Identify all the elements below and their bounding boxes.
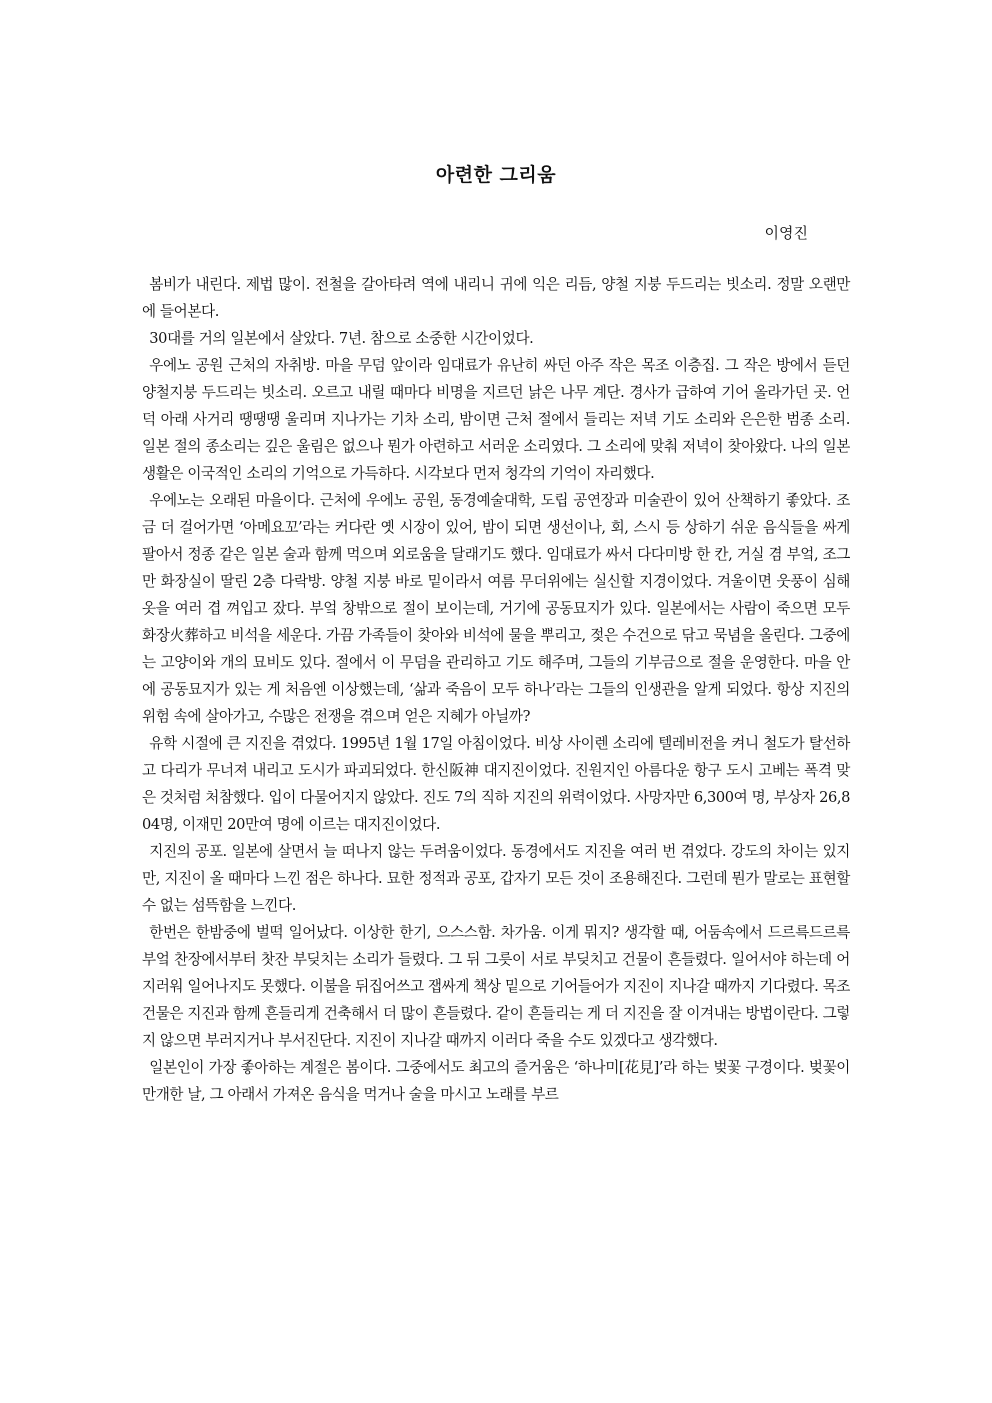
paragraph: 30대를 거의 일본에서 살았다. 7년. 참으로 소중한 시간이었다.: [149, 330, 534, 347]
document-author: 이영진: [764, 224, 808, 242]
paragraph: 우에노는 오래된 마을이다. 근처에 우에노 공원, 동경예술대학, 도립 공연장과 미술관이 있어 산책하기 좋았다. 조금 더 걸어가면 ‘아메요꼬’라는 커다란 옛 시장이 있어, 밤이 되면 생선이나, 회, 스시 등 상하기 쉬운 음식들을 싸게 팔아서 정종 같은 일본 술과 함께 먹으며 외로움을 달래기도 했다. 임대료가 싸서 다다미방 한 칸, 거실 겸 부엌, 조그만 화장실이 딸린 2층 다락방. 양철 지붕 바로 밑이라서 여름 무더위에는 실신할 지경이었다. 겨울이면 웃풍이 심해 옷을 여러 겹 껴입고 잤다. 부엌 창밖으로 절이 보이는데, 거기에 공동묘지가 있다. 일본에서는 사람이 죽으면 모두 화장火葬하고 비석을 세운다. 가끔 가족들이 찾아와 비석에 물을 뿌리고, 젖은 수건으로 닦고 묵념을 올린다. 그중에는 고양이와 개의 묘비도 있다. 절에서 이 무덤을 관리하고 기도 해주며, 그들의 기부금으로 절을 운영한다. 마을 안에 공동묘지가 있는 게 처음엔 이상했는데, ‘삶과 죽음이 모두 하나’라는 그들의 인생관을 알게 되었다. 항상 지진의 위험 속에 살아가고, 수많은 전쟁을 겪으며 얻은 지혜가 아닐까?: [142, 492, 850, 725]
paragraph: 봄비가 내린다. 제법 많이. 전철을 갈아타려 역에 내리니 귀에 익은 리듬, 양철 지붕 두드리는 빗소리. 정말 오랜만에 들어본다.: [142, 276, 850, 320]
paragraph: 지진의 공포. 일본에 살면서 늘 떠나지 않는 두려움이었다. 동경에서도 지진을 여러 번 겪었다. 강도의 차이는 있지만, 지진이 올 때마다 느낀 점은 하나다. 묘한 정적과 공포, 갑자기 모든 것이 조용해진다. 그런데 뭔가 말로는 표현할 수 없는 섬뜩함을 느낀다.: [142, 843, 850, 914]
document-body: [142, 271, 850, 1108]
paragraph: 일본인이 가장 좋아하는 계절은 봄이다. 그중에서도 최고의 즐거움은 ‘하나미[花見]’라 하는 벚꽃 구경이다. 벚꽃이 만개한 날, 그 아래서 가져온 음식을 먹거나 술을 마시고 노래를 부르: [142, 1059, 850, 1103]
paragraph: 유학 시절에 큰 지진을 겪었다. 1995년 1월 17일 아침이었다. 비상 사이렌 소리에 텔레비전을 켜니 철도가 탈선하고 다리가 무너져 내리고 도시가 파괴되었다. 한신阪神 대지진이었다. 진원지인 아름다운 항구 도시 고베는 폭격 맞은 것처럼 처참했다. 입이 다물어지지 않았다. 진도 7의 직하 지진의 위력이었다. 사망자만 6,300여 명, 부상자 26,804명, 이재민 20만여 명에 이르는 대지진이었다.: [142, 735, 851, 833]
paragraph: 한번은 한밤중에 벌떡 일어났다. 이상한 한기, 으스스함. 차가움. 이게 뭐지? 생각할 때, 어둠속에서 드르륵드르륵 부엌 찬장에서부터 찻잔 부딪치는 소리가 들렸다. 그 뒤 그릇이 서로 부딪치고 건물이 흔들렸다. 일어서야 하는데 어지러워 일어나지도 못했다. 이불을 뒤집어쓰고 잽싸게 책상 밑으로 기어들어가 지진이 지나갈 때까지 기다렸다. 목조 건물은 지진과 함께 흔들리게 건축해서 더 많이 흔들렸다. 같이 흔들리는 게 더 지진을 잘 이겨내는 방법이란다. 그렇지 않으면 부러지거나 부서진단다. 지진이 지나갈 때까지 이러다 죽을 수도 있겠다고 생각했다.: [142, 924, 850, 1049]
document-title: 아련한 그리움: [435, 164, 557, 186]
paragraph: 우에노 공원 근처의 자취방. 마을 무덤 앞이라 임대료가 유난히 싸던 아주 작은 목조 이층집. 그 작은 방에서 듣던 양철지붕 두드리는 빗소리. 오르고 내릴 때마다 비명을 지르던 낡은 나무 계단. 경사가 급하여 기어 올라가던 곳. 언덕 아래 사거리 땡땡땡 울리며 지나가는 기차 소리, 밤이면 근처 절에서 들리는 저녁 기도 소리와 은은한 범종 소리. 일본 절의 종소리는 깊은 울림은 없으나 뭔가 아련하고 서러운 소리였다. 그 소리에 맞춰 저녁이 찾아왔다. 나의 일본 생활은 이국적인 소리의 기억으로 가득하다. 시각보다 먼저 청각의 기억이 자리했다.: [142, 357, 850, 482]
